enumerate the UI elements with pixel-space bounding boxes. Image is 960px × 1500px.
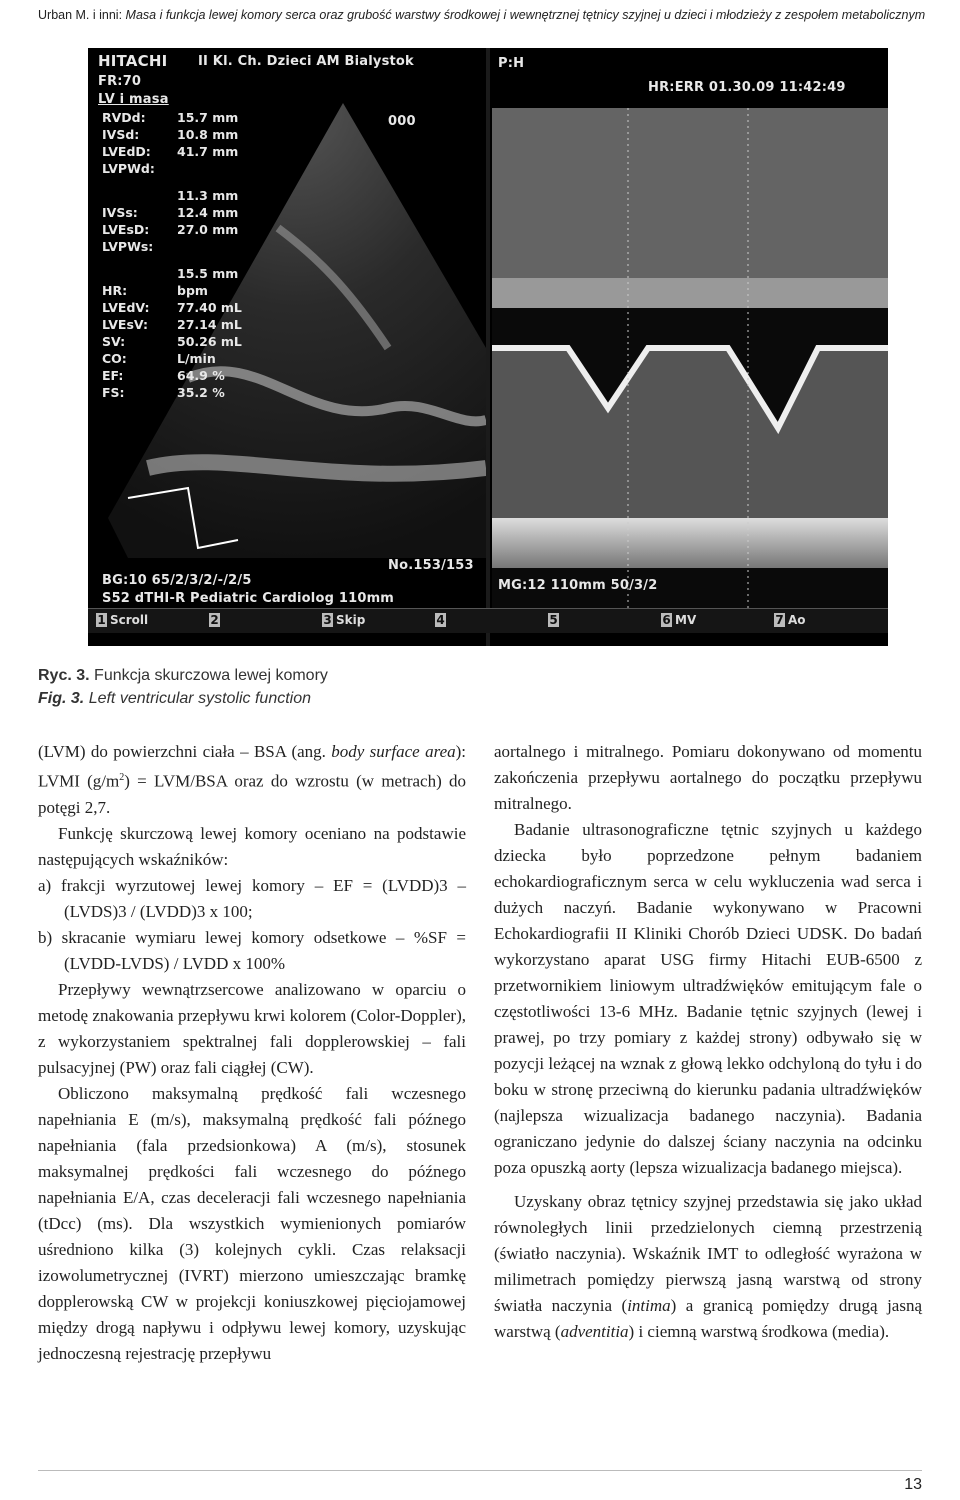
measurement-row: CO: L/min bbox=[102, 351, 216, 366]
paragraph: Przepływy wewnątrzsercowe analizowano w oparciu o metodę znakowania przepływu krwi kolorem (Color-Doppler), z wykorzystaniem spektralnej fali dopplerowskiej – fali pulsacyjnej (PW) oraz fali ciągłej (CW). bbox=[38, 979, 466, 1077]
hr-date-label: HR:ERR 01.30.09 11:42:49 bbox=[648, 80, 846, 95]
measurement-row: LVEsV: 27.14 mL bbox=[102, 317, 242, 332]
softkey-4[interactable]: 4 bbox=[436, 613, 445, 627]
measurement-row: SV: 50.26 mL bbox=[102, 334, 242, 349]
softkey-skip[interactable]: 3 Skip bbox=[323, 613, 366, 627]
caption-pl-label: Ryc. 3. bbox=[38, 667, 90, 684]
softkey-scroll[interactable]: 1 Scroll bbox=[97, 613, 149, 627]
image-number-label: No.153/153 bbox=[388, 558, 474, 573]
paragraph: Funkcję skurczową lewej komory oceniano na podstawie następujących wskaźników: bbox=[38, 823, 466, 869]
caption-en-text: Left ventricular systolic function bbox=[88, 690, 312, 707]
softkey-bar bbox=[88, 608, 888, 633]
measurement-row: FS: 35.2 % bbox=[102, 385, 225, 400]
measurement-row: EF: 64.9 % bbox=[102, 368, 225, 383]
measurement-row: 15.5 mm bbox=[177, 266, 239, 281]
measurement-row: LVEsD: 27.0 mm bbox=[102, 222, 239, 237]
left-column bbox=[38, 739, 466, 1367]
figure-caption-en bbox=[38, 690, 311, 708]
section-label: LV i masa bbox=[98, 92, 169, 107]
right-column bbox=[494, 739, 922, 1345]
caption-en-label: Fig. 3. bbox=[38, 690, 85, 707]
measurement-row: LVPWs: bbox=[102, 239, 154, 254]
mode-label: P:H bbox=[498, 56, 525, 71]
measurement-row: LVPWd: bbox=[102, 161, 155, 176]
footer-rule bbox=[38, 1470, 922, 1471]
measurement-row: RVDd: 15.7 mm bbox=[102, 110, 239, 125]
panel-divider bbox=[486, 48, 490, 646]
brand-label: HITACHI bbox=[98, 52, 168, 70]
caption-pl-text: Funkcja skurczowa lewej komory bbox=[94, 667, 328, 684]
paragraph: Obliczono maksymalną prędkość fali wczesnego napełniania E (m/s), maksymalną prędkość fali późnego napełniania (fala przedsionkowa) A (m/s), stosunek maksymalnej prędkości fali wczesnego do późnego napełniania E/A, czas deceleracji fali wczesnego napełniania (tDcc) (ms). Dla wszystkich wymienionych pomiarów uśredniono kilka (3) kolejnych cykli. Czas relaksacji izowolumetrycznej (IVRT) mierzono umieszczając bramkę dopplerowską CW w projekcji koniuszkowej pięciojamowej między drogą napływu i odpływu lewej komory, uzyskując jednoczesną rejestrację przepływu bbox=[38, 1083, 466, 1363]
paragraph: Uzyskany obraz tętnicy szyjnej przedstawia się jako układ równoległych linii przedzielonych ciemną przestrzenią (światło naczynia). Wskaźnik IMT to odległość wyrażona w milimetrach pomiędzy pierwszą jasną warstwą od strony światła naczynia (intima) a granicą pomiędzy drugą jasną warstwą (adventitia) i ciemną warstwą środkowa (media). bbox=[494, 1192, 923, 1341]
paragraph: (LVM) do powierzchni ciała – BSA (ang. body surface area): LVMI $(g/m^2) = LVM/BSA$ oraz do wzrostu (w metrach) do potęgi 2,7. bbox=[38, 742, 466, 817]
page-number: 13 bbox=[904, 1476, 922, 1493]
frame-rate-label: FR:70 bbox=[98, 74, 142, 89]
measurement-row: LVEdV: 77.40 mL bbox=[102, 300, 242, 315]
list-item: b) skracanie wymiaru lewej komory odsetkowe – %SF = (LVDD-LVDS) / LVDD x 100% bbox=[38, 927, 466, 973]
header-title: Masa i funkcja lewej komory serca oraz grubość warstwy środkowej i wewnętrznej tętnicy szyjnej u dzieci i młodzieży z zespołem metabolicznym bbox=[125, 8, 926, 22]
measurement-row: IVSs: 12.4 mm bbox=[102, 205, 239, 220]
bg-settings-label: BG:10 65/2/3/2/-/2/5 bbox=[102, 573, 252, 588]
measurement-row: LVEdD: 41.7 mm bbox=[102, 144, 239, 159]
figure-caption-pl bbox=[38, 667, 328, 685]
paragraph: aortalnego i mitralnego. Pomiaru dokonywano od momentu zakończenia przepływu aortalnego do początku przepływu mitralnego. bbox=[494, 742, 922, 813]
institution-label: II Kl. Ch. Dzieci AM Bialystok bbox=[198, 54, 414, 69]
softkey-2[interactable]: 2 bbox=[210, 613, 219, 627]
measurement-row: IVSd: 10.8 mm bbox=[102, 127, 239, 142]
mg-settings-label: MG:12 110mm 50/3/2 bbox=[498, 578, 658, 593]
measurement-row: HR: bpm bbox=[102, 283, 208, 298]
echocardiogram-figure bbox=[88, 48, 888, 646]
measurement-row: 11.3 mm bbox=[177, 188, 239, 203]
softkey-5[interactable]: 5 bbox=[549, 613, 558, 627]
softkey-mv[interactable]: 6 MV bbox=[662, 613, 697, 627]
list-item: a) frakcji wyrzutowej lewej komory – EF = (LVDD)3 – (LVDS)3 / (LVDD)3 x 100; bbox=[38, 875, 466, 921]
code-label: 000 bbox=[388, 114, 416, 129]
paragraph: Badanie ultrasonograficzne tętnic szyjnych u każdego dziecka było poprzedzone pełnym badaniem echokardiograficznym serca w celu wykluczenia wad serca i dużych naczyń. Badanie wykonywano w Pracowni Echokardiografii II Kliniki Chorób Dzieci UDSK. Do badań wykorzystano aparat USG firmy Hitachi EUB-6500 z przetwornikiem liniowym ultradźwięków emitującym fale o częstotliwości 13-6 MHz. Badanie tętnic szyjnych (lewej i prawej, po trzy pomiary z każdej strony) odbywało się w pozycji leżącej na wznak z głową lekko odchyloną do tyłu i do boku w stronę przeciwną do kierunku padania ultradźwięków (najlepsza wizualizacja badanego naczynia). Badania ograniczano jedynie do dalszej ściany naczynia na odcinku poza opuszką aorty (lepsza wizualizacja badanego miejsca). bbox=[494, 820, 922, 1177]
header-authors: Urban M. i inni: bbox=[38, 8, 123, 22]
softkey-ao[interactable]: 7 Ao bbox=[775, 613, 806, 627]
running-header bbox=[38, 8, 938, 22]
probe-preset-label: S52 dTHI-R Pediatric Cardiolog 110mm bbox=[102, 591, 395, 606]
